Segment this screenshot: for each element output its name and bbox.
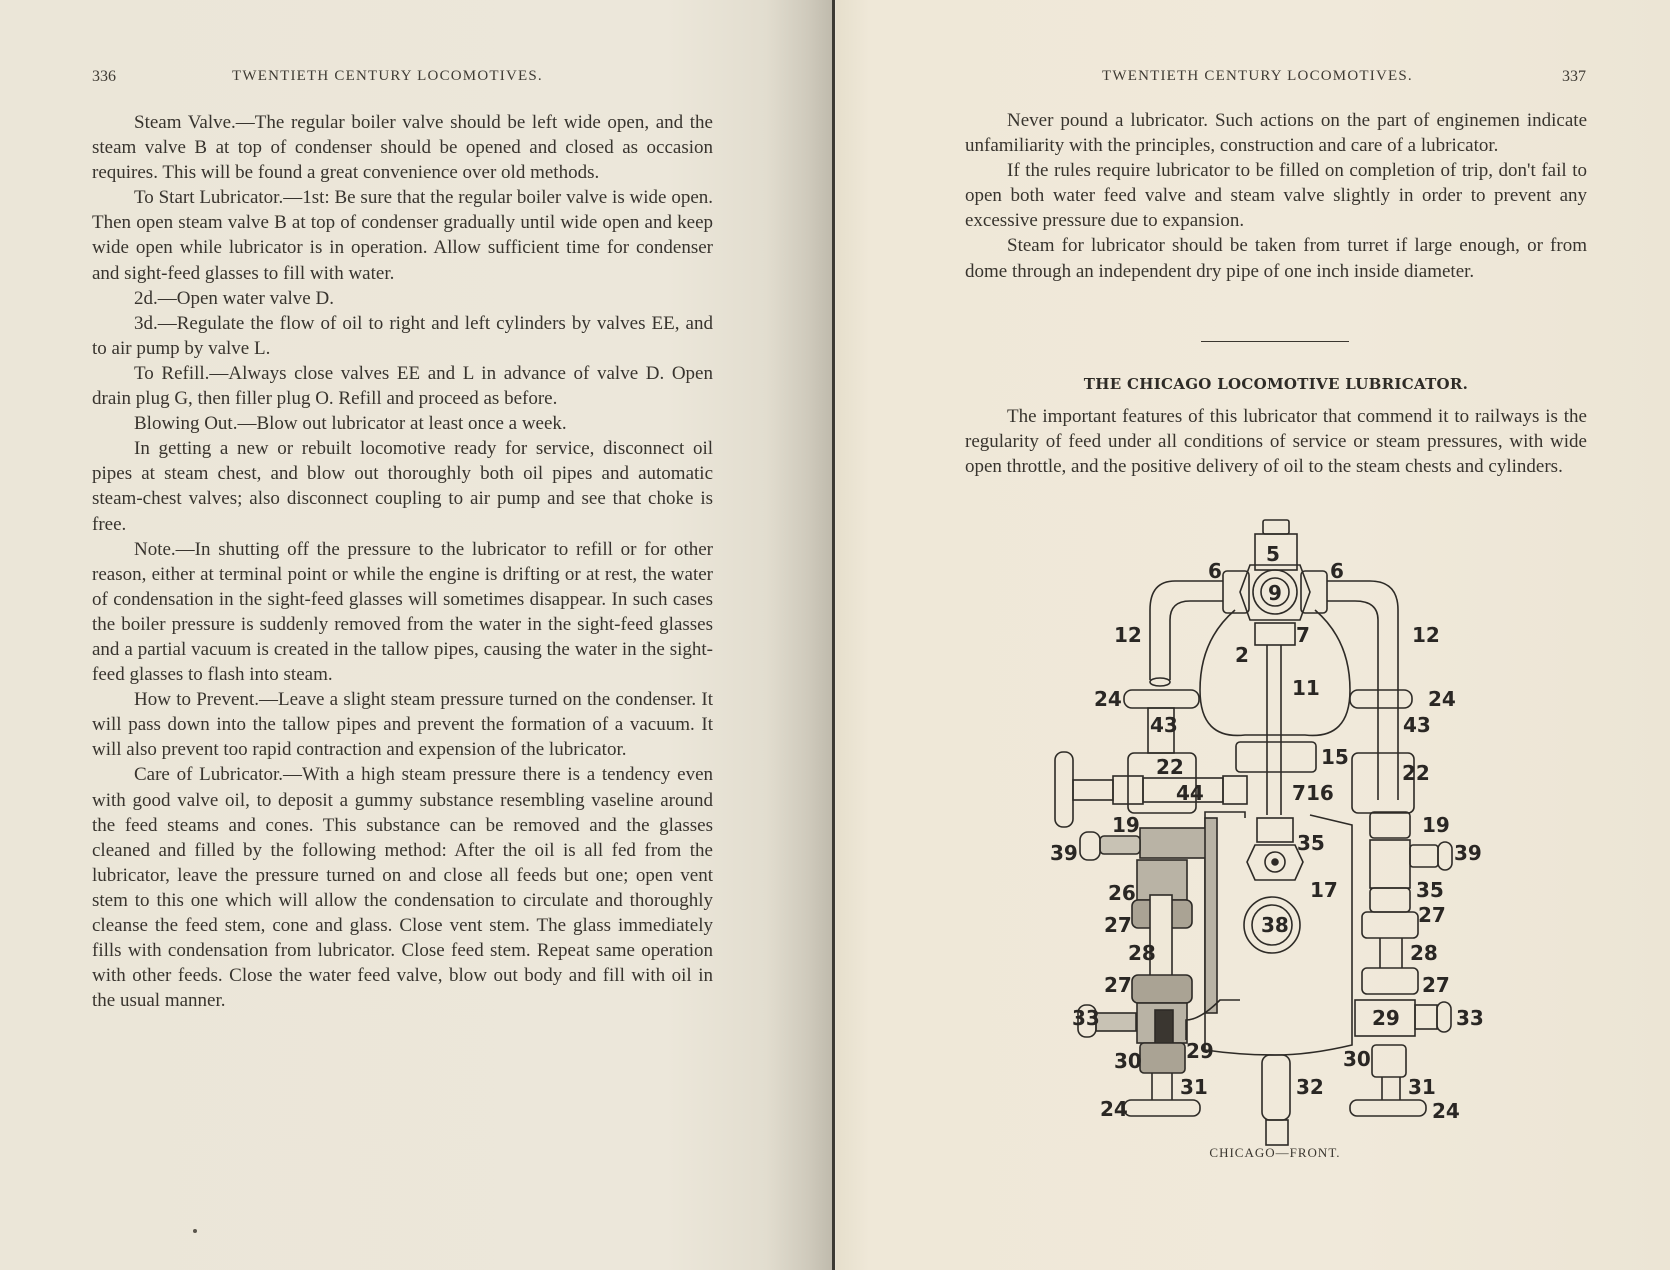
left-running-head: TWENTIETH CENTURY LOCOMOTIVES.	[232, 68, 543, 84]
svg-text:28: 28	[1410, 941, 1438, 965]
svg-text:19: 19	[1422, 813, 1450, 837]
svg-text:43: 43	[1150, 713, 1178, 737]
figure-caption: CHICAGO—FRONT.	[1209, 1145, 1341, 1160]
svg-text:39: 39	[1050, 841, 1078, 865]
svg-text:22: 22	[1402, 761, 1430, 785]
svg-text:5: 5	[1266, 542, 1280, 566]
paragraph-new-locomotive: In getting a new or rebuilt locomotive ready for service, disconnect oil pipes at steam chest, and blow out thoroughly both oil pipes and automatic steam-chest valves; also disconnect coupling to air pump and see that choke is free.	[92, 438, 713, 535]
svg-text:27: 27	[1418, 903, 1446, 927]
svg-text:27: 27	[1422, 973, 1450, 997]
svg-text:43: 43	[1403, 713, 1431, 737]
svg-text:7: 7	[1296, 623, 1310, 647]
svg-text:15: 15	[1321, 745, 1349, 769]
right-body-text	[965, 108, 1587, 284]
paragraph-steam-valve: Steam Valve.—The regular boiler valve should be left wide open, and the steam valve B at top of condenser should be opened and closed as occasion requires. This will be found a great convenience over old methods.	[92, 112, 713, 184]
svg-text:27: 27	[1104, 973, 1132, 997]
paragraph-to-start: To Start Lubricator.—1st: Be sure that the regular boiler valve is wide open. Then open steam valve B at top of condenser gradually until wide open and keep wide open while lubricator is in operation. Allow sufficient time for condenser and sight-feed glasses to fill with water.	[92, 187, 713, 284]
svg-text:7: 7	[1292, 781, 1306, 805]
section-title: THE CHICAGO LOCOMOTIVE LUBRICATOR.	[1083, 375, 1469, 393]
svg-text:28: 28	[1128, 941, 1156, 965]
paragraph-3d: 3d.—Regulate the flow of oil to right and left cylinders by valves EE, and to air pump by valve L.	[92, 312, 713, 359]
svg-text:16: 16	[1306, 781, 1334, 805]
paragraph-to-refill: To Refill.—Always close valves EE and L in advance of valve D. Open drain plug G, then filler plug O. Refill and proceed as before.	[92, 362, 713, 410]
svg-text:39: 39	[1454, 841, 1482, 865]
svg-text:24: 24	[1094, 687, 1122, 711]
svg-text:31: 31	[1408, 1075, 1436, 1099]
svg-text:12: 12	[1114, 623, 1142, 647]
svg-text:12: 12	[1412, 623, 1440, 647]
svg-text:33: 33	[1456, 1006, 1484, 1030]
svg-text:17: 17	[1310, 878, 1338, 902]
left-page-number: 336	[92, 68, 116, 85]
svg-text:35: 35	[1297, 831, 1325, 855]
svg-text:19: 19	[1112, 813, 1140, 837]
svg-text:29: 29	[1372, 1006, 1400, 1030]
svg-text:38: 38	[1261, 913, 1289, 937]
svg-text:33: 33	[1072, 1006, 1100, 1030]
svg-text:24: 24	[1100, 1097, 1128, 1121]
paragraph-note: Note.—In shutting off the pressure to the lubricator to refill or for other reason, either at terminal point or while the engine is drifting or at rest, the water of condensation in the sight-feed glasses will sometimes disappear. In such cases the boiler pressure is suddenly removed from the water in the sight-feed glasses and a partial vacuum is created in the tallow pipes, causing the water in the sight-feed glasses to flash into steam.	[92, 538, 713, 686]
svg-text:30: 30	[1114, 1049, 1142, 1073]
svg-text:24: 24	[1432, 1099, 1460, 1123]
svg-text:2: 2	[1235, 643, 1249, 667]
svg-text:26: 26	[1108, 881, 1136, 905]
svg-text:32: 32	[1296, 1075, 1324, 1099]
book-gutter	[832, 0, 835, 1270]
svg-text:35: 35	[1416, 878, 1444, 902]
paper-speck	[193, 1229, 197, 1233]
svg-text:9: 9	[1268, 581, 1282, 605]
paragraph-important-features: The important features of this lubricator that commend it to railways is the regularity of feed under all conditions of service or steam pressures, with wide open throttle, and the positive delivery of oil to the steam chests and cylinders.	[965, 406, 1587, 478]
svg-text:6: 6	[1208, 559, 1222, 583]
svg-text:31: 31	[1180, 1075, 1208, 1099]
right-running-head: TWENTIETH CENTURY LOCOMOTIVES.	[1102, 68, 1413, 84]
paragraph-steam-for-lubricator: Steam for lubricator should be taken from turret if large enough, or from dome through an independent dry pipe of one inch inside diameter.	[965, 235, 1587, 282]
paragraph-blowing-out: Blowing Out.—Blow out lubricator at least once a week.	[134, 413, 567, 435]
svg-text:24: 24	[1428, 687, 1456, 711]
svg-text:44: 44	[1176, 781, 1204, 805]
lubricator-diagram	[1040, 510, 1520, 1150]
section-body-text	[965, 404, 1587, 479]
section-divider	[1201, 341, 1349, 342]
left-body-text	[92, 110, 713, 1013]
left-page	[0, 0, 833, 1270]
paragraph-care-of-lubricator: Care of Lubricator.—With a high steam pressure there is a tendency even with good valve oil, to deposit a gummy substance resembling vaseline around the feed steams and cones. This substance can be removed and the glasses cleaned and filled by the following method: After the oil is all fed from the lubricator, leave the pressure turned on and close all feeds but one; open vent stem to this one which will allow the condensation to circulate and thoroughly cleanse the feed stem, cone and glass. Close vent stem. The glass immediately fills with condensation from lubricator. Close feed stem. Repeat same operation with other feeds. Close the water feed valve, blow out body and fill with oil in the usual manner.	[92, 764, 713, 1012]
right-page-number: 337	[1562, 68, 1586, 85]
svg-text:30: 30	[1343, 1047, 1371, 1071]
paragraph-2d: 2d.—Open water valve D.	[134, 287, 334, 309]
paragraph-never-pound: Never pound a lubricator. Such actions on the part of enginemen indicate unfamiliarity with the principles, construction and care of a lubricator.	[965, 110, 1587, 157]
svg-text:6: 6	[1330, 559, 1344, 583]
svg-text:11: 11	[1292, 676, 1320, 700]
svg-text:27: 27	[1104, 913, 1132, 937]
paragraph-rules-require: If the rules require lubricator to be filled on completion of trip, don't fail to open both water feed valve and steam valve slightly in order to prevent any excessive pressure due to expansion.	[965, 160, 1587, 232]
svg-text:22: 22	[1156, 755, 1184, 779]
paragraph-how-to-prevent: How to Prevent.—Leave a slight steam pressure turned on the condenser. It will pass down into the tallow pipes and prevent the formation of a vacuum. It will also prevent too rapid contraction and expension of the lubricator.	[92, 689, 713, 761]
svg-text:29: 29	[1186, 1039, 1214, 1063]
